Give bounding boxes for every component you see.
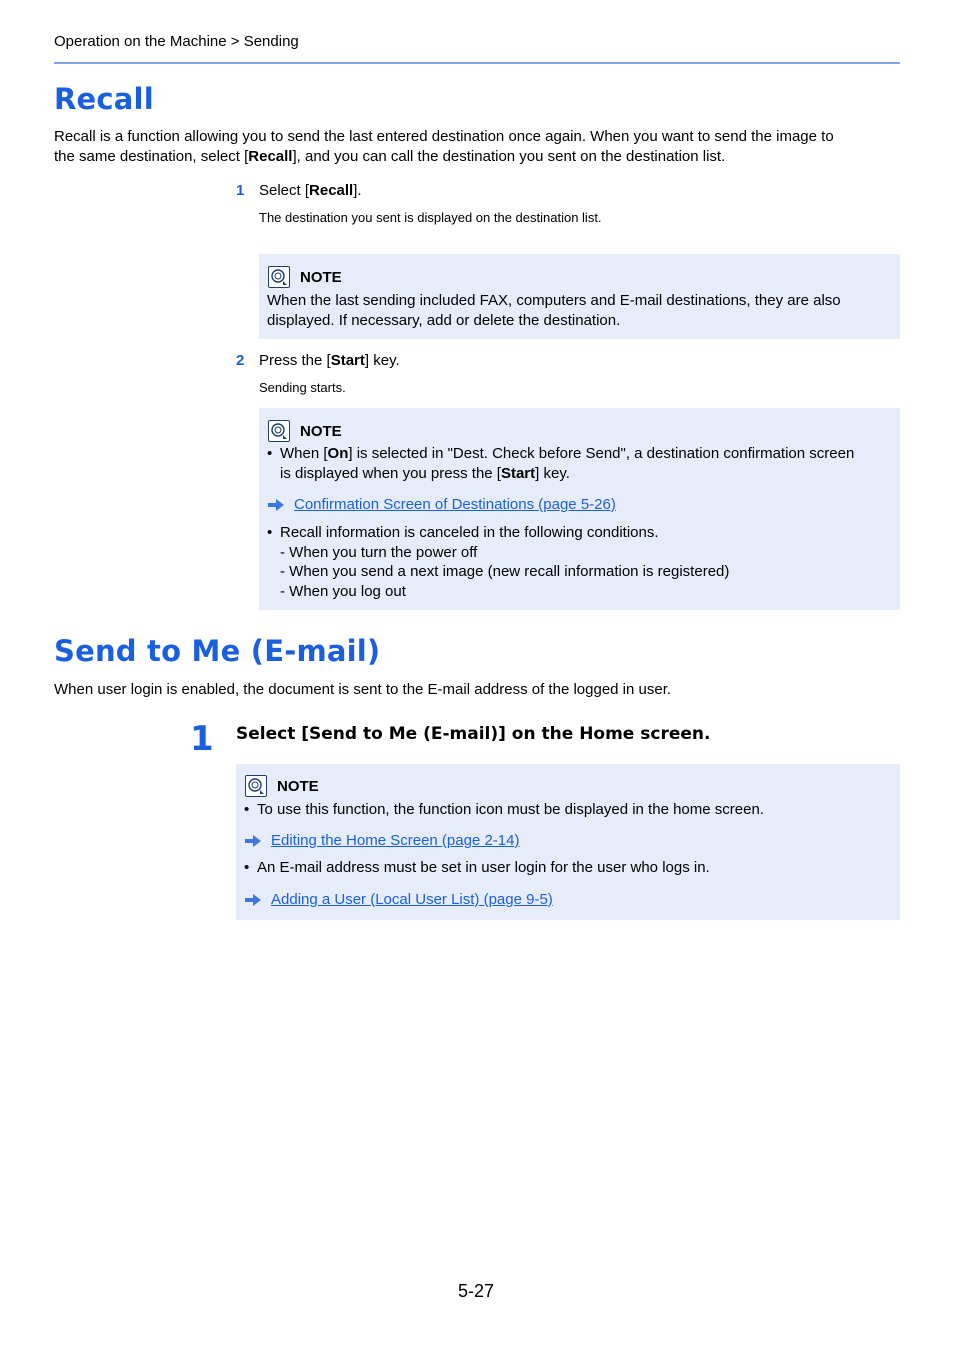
step-number: 1 [236,182,245,199]
section-title-recall: Recall [54,82,154,116]
step-instruction: Press the [Start] key. [259,352,400,369]
arrow-right-icon [267,498,285,512]
note-icon [268,420,290,442]
section-title-send-to-me: Send to Me (E-mail) [54,634,381,668]
header-rule [54,62,900,64]
send-to-me-intro: When user login is enabled, the document is sent to the E-mail address of the logged in user. [54,681,672,698]
step-number: 1 [190,719,214,759]
breadcrumb: Operation on the Machine > Sending [54,33,299,50]
step-instruction: Select [Send to Me (E-mail)] on the Home screen. [236,724,711,744]
note-icon [268,266,290,288]
note-label: NOTE [277,777,319,795]
note-bullet-text: To use this function, the function icon must be displayed in the home screen. [257,801,764,818]
arrow-right-icon [244,893,262,907]
note-bullet-text: Recall information is canceled in the following conditions. - When you turn the power off - When you send a next image (new recall information is registered) - When you log out [280,524,730,600]
note-label: NOTE [300,268,342,286]
note-icon [245,775,267,797]
recall-intro-line2: the same destination, select [Recall], and you can call the destination you sent on the destination list. [54,147,726,165]
recall-intro [54,127,900,166]
step-instruction: Select [Recall]. [259,182,362,199]
note-label: NOTE [300,422,342,440]
note-bullet-text: When [On] is selected in "Dest. Check before Send", a destination confirmation screen is displayed when you press the [Start] key. [280,445,855,482]
bullet: • [244,801,250,818]
bullet: • [244,859,250,876]
note-text: When the last sending included FAX, computers and E-mail destinations, they are also displayed. If necessary, add or delete the destination. [267,292,841,329]
page-number: 5-27 [458,1281,495,1301]
note-box [259,254,900,339]
link-row[interactable] [244,891,553,908]
recall-intro-line1: Recall is a function allowing you to send the last entered destination once again. When you want to send the image to [54,128,834,145]
link-adding-user[interactable]: Adding a User (Local User List) (page 9-5) [271,891,553,908]
note-box [259,408,900,610]
bullet: • [267,524,273,541]
note-box [236,764,900,920]
bullet: • [267,445,273,462]
step-result: The destination you sent is displayed on the destination list. [259,210,602,225]
step-number: 2 [236,352,245,369]
link-row[interactable] [244,832,519,849]
arrow-right-icon [244,834,262,848]
link-confirmation-screen[interactable]: Confirmation Screen of Destinations (page 5-26) [294,496,616,513]
note-bullet-text: An E-mail address must be set in user login for the user who logs in. [257,859,710,876]
link-editing-home-screen[interactable]: Editing the Home Screen (page 2-14) [271,832,520,849]
step-result: Sending starts. [259,380,346,395]
link-row[interactable] [267,496,616,513]
